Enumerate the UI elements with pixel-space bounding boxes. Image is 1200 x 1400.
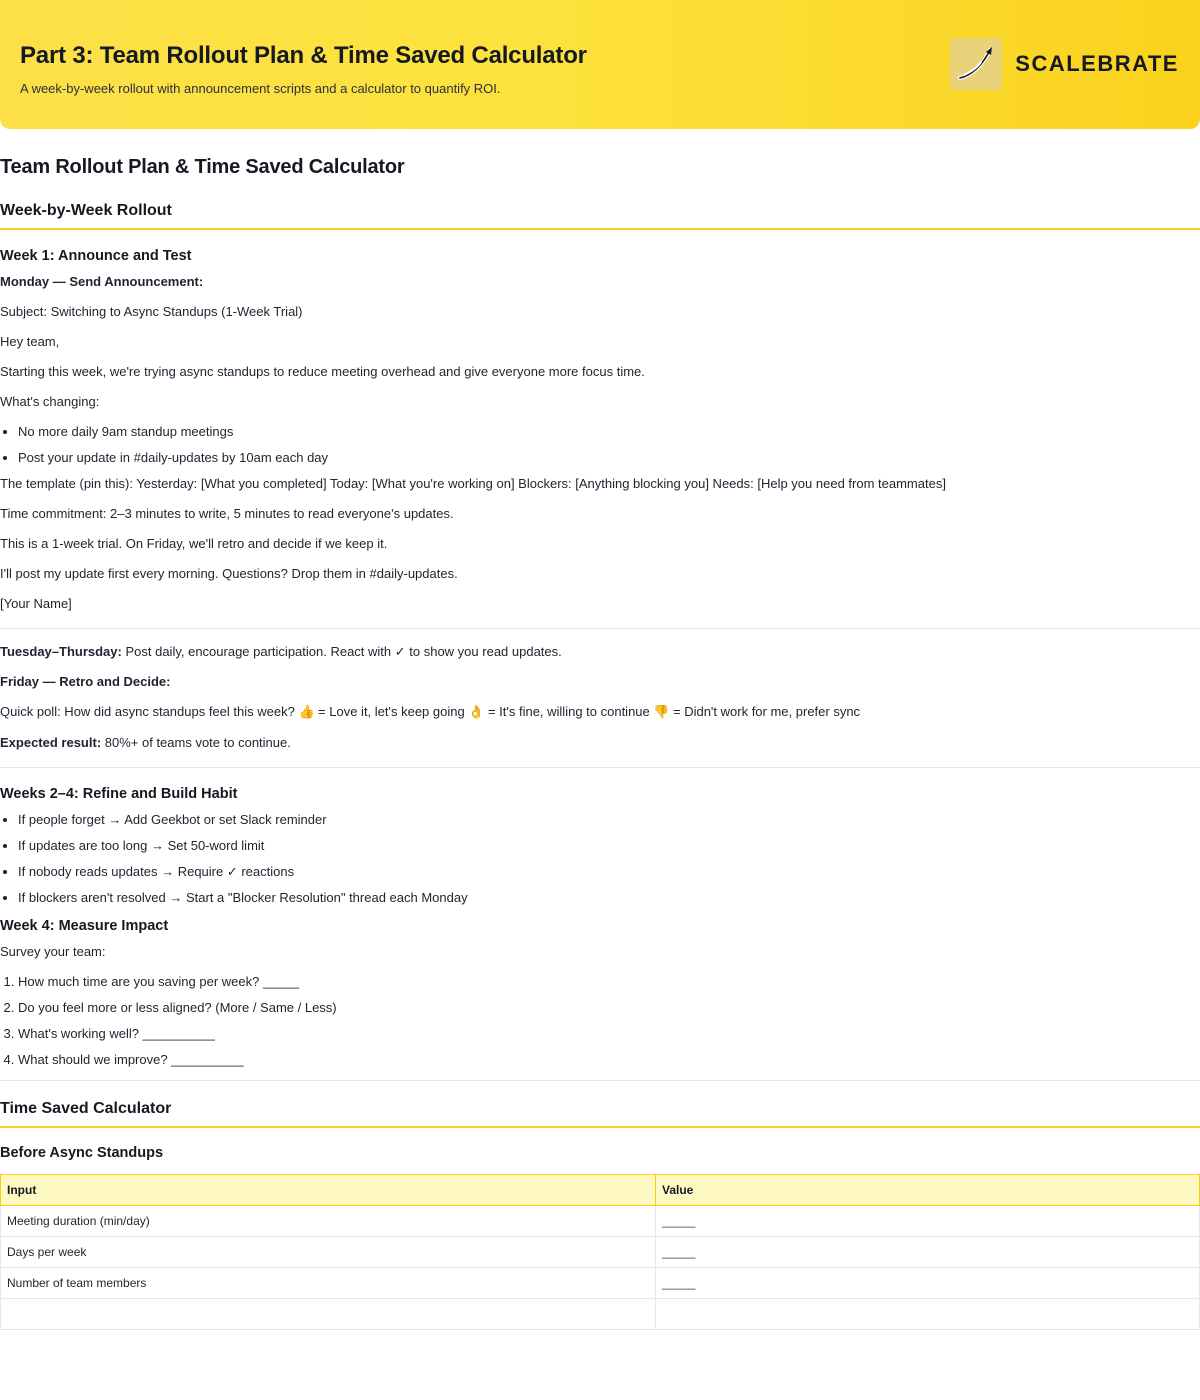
column-header-input: Input — [1, 1175, 656, 1206]
poll-intro: Quick poll: How did async standups feel this week? — [0, 704, 299, 719]
table-header-row — [1, 1175, 1200, 1206]
table-cell-value: _____ — [656, 1206, 1200, 1237]
monday-label: Monday — Send Announcement: — [0, 274, 204, 289]
friday-label: Friday — Retro and Decide: — [0, 674, 171, 689]
trial-note: This is a 1-week trial. On Friday, we'll retro and decide if we keep it. — [0, 536, 388, 551]
column-header-value: Value — [656, 1175, 1200, 1206]
divider — [0, 628, 1200, 629]
table-cell-input — [1, 1299, 656, 1330]
list-item: • If blockers aren't resolved → Start a "Blocker Resolution" thread each Monday — [18, 888, 1200, 908]
email-intro: Starting this week, we're trying async standups to reduce meeting overhead and give everyone more focus time. — [0, 364, 645, 379]
expected-result — [0, 733, 1200, 753]
post-first-note: I'll post my update first every morning. Questions? Drop them in #daily-updates. — [0, 566, 458, 581]
rocket-launch-logo-icon — [950, 38, 1002, 90]
divider — [0, 767, 1200, 768]
weeks2-4-heading: Weeks 2–4: Refine and Build Habit — [0, 786, 238, 802]
tue-thu-paragraph — [0, 642, 1200, 662]
changes-list — [0, 422, 1200, 468]
tue-thu-label: Tuesday–Thursday: — [0, 644, 122, 659]
section-heading-rollout: Week-by-Week Rollout — [0, 201, 1200, 230]
before-async-heading: Before Async Standups — [0, 1145, 164, 1161]
section-heading-calculator: Time Saved Calculator — [0, 1099, 1200, 1128]
week4-heading: Week 4: Measure Impact — [0, 918, 169, 934]
list-item: • If updates are too long → Set 50-word limit — [18, 836, 1200, 856]
calculator-table — [0, 1174, 1200, 1330]
brand — [950, 38, 1179, 90]
poll-paragraph — [0, 702, 1200, 723]
poll-option-1: = Love it, let's keep going — [314, 704, 469, 719]
week1-heading: Week 1: Announce and Test — [0, 248, 192, 264]
table-cell-input: Days per week — [1, 1237, 656, 1268]
table-row — [1, 1268, 1200, 1299]
list-item: • No more daily 9am standup meetings — [18, 422, 1200, 442]
document-title: Team Rollout Plan & Time Saved Calculator — [0, 156, 405, 178]
refine-list — [0, 810, 1200, 908]
thumbs-down-icon: 👎 — [653, 705, 670, 720]
table-cell-value: _____ — [656, 1237, 1200, 1268]
tue-thu-text: Post daily, encourage participation. React with ✓ to show you read updates. — [121, 644, 562, 659]
table-row-partial — [1, 1299, 1200, 1330]
template-text: The template (pin this): Yesterday: [What you completed] Today: [What you're working on] Blockers: [Anything blocking you] Needs: [Help you need from teammates] — [0, 476, 946, 491]
list-item: 4. What should we improve? __________ — [18, 1050, 1200, 1070]
expected-label: Expected result: — [0, 735, 102, 750]
survey-list — [0, 972, 1200, 1070]
table-cell-input: Number of team members — [1, 1268, 656, 1299]
thumbs-up-icon: 👍 — [298, 705, 315, 720]
page-header — [0, 0, 1200, 129]
table-cell-value: _____ — [656, 1268, 1200, 1299]
poll-option-2: = It's fine, willing to continue — [484, 704, 654, 719]
poll-option-3: = Didn't work for me, prefer sync — [669, 704, 861, 719]
list-item: 3. What's working well? __________ — [18, 1024, 1200, 1044]
time-commitment: Time commitment: 2–3 minutes to write, 5 minutes to read everyone's updates. — [0, 506, 454, 521]
list-item: • If people forget → Add Geekbot or set Slack reminder — [18, 810, 1200, 830]
table-cell-value — [656, 1299, 1200, 1330]
ok-hand-icon: 👌 — [468, 705, 485, 720]
brand-name: SCALEBRATE — [1015, 51, 1179, 76]
divider — [0, 1080, 1200, 1081]
expected-text: 80%+ of teams vote to continue. — [101, 735, 291, 750]
list-item: • Post your update in #daily-updates by 10am each day — [18, 448, 1200, 468]
changes-label: What's changing: — [0, 394, 100, 409]
survey-label: Survey your team: — [0, 944, 106, 959]
list-item: • If nobody reads updates → Require ✓ reactions — [18, 862, 1200, 882]
email-subject: Subject: Switching to Async Standups (1-Week Trial) — [0, 304, 303, 319]
page-header-subtitle: A week-by-week rollout with announcement scripts and a calculator to quantify ROI. — [20, 81, 501, 96]
list-item: 1. How much time are you saving per week? _____ — [18, 972, 1200, 992]
email-greeting: Hey team, — [0, 334, 60, 349]
email-signature: [Your Name] — [0, 596, 72, 611]
table-cell-input: Meeting duration (min/day) — [1, 1206, 656, 1237]
table-row — [1, 1206, 1200, 1237]
table-row — [1, 1237, 1200, 1268]
page-header-title: Part 3: Team Rollout Plan & Time Saved Calculator — [20, 42, 587, 69]
document-body — [0, 129, 1200, 1330]
list-item: 2. Do you feel more or less aligned? (More / Same / Less) — [18, 998, 1200, 1018]
